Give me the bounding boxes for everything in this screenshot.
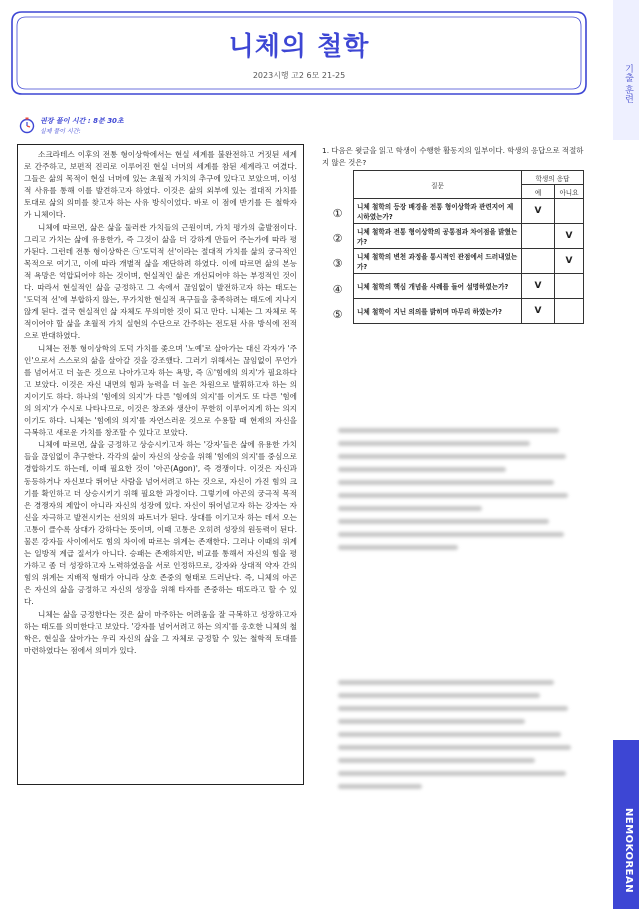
passage-paragraph-3: 니체는 전통 형이상학의 도덕 가치를 좇으며 '노예'로 살아가는 대신 각자가 '주인'으로서 스스로의 삶을 살아갈 것을 강조했다. 그러기 위해서는 끊임없이 무언가를 넘어서고 더 높은 것으로 나아가고자 하는 욕망, 즉 Ⓐ'힘에의 의지'가 필요하다고 보았다. 이것은 자신 내면의 힘과 능력을 더 높은 차원으로 발휘하고자 하는 의지이기도 하다. 하나의 '힘에의 의지'가 다른 '힘에의 의지'를 이겨도 또 다른 '힘에의 의지'가 수시로 나타나므로, 이것은 창조와 생산이 무한히 이루어지게 하는 의지이기도 하다. 니체는 '힘에의 의지'를 자연스러운 것으로 수용할 때 현재의 자신을 극복하고 새로운 가치를 창조할 수 있다고 보았다. <box>24 343 297 438</box>
row-yes <box>522 249 555 274</box>
side-label-bottom: NEMOKOREAN <box>623 808 634 894</box>
passage-paragraph-2: 니체에 따르면, 삶은 삶을 둘러싼 가치들의 근원이며, 가치 평가의 출발점이다. 그리고 가치는 삶에 유용한가, 즉 그것이 삶을 더 강하게 만들어 주는가에 따라 평가된다. 그런데 전통 형이상학은 ㉠'도덕적 선'이라는 절대적 가치를 삶의 궁극적인 목적으로 여기고, 이에 따라 개별적 삶을 재단하려 하였다. 이에 따르면 삶의 본능적 욕망은 억압되어야 하는 것이며, 현실적인 삶은 개선되어야 하는 부정적인 것이다. 따라서 현실적인 삶을 긍정하고 그 속에서 끊임없이 발전하고자 하는 태도는 '도덕적 선'에 부합하지 않는, 무가치한 현실적 욕구들을 충족하려는 태도에 지나지 않게 된다. 결국 현실적인 삶 자체도 무의미한 것이 되고 만다. 니체는 그 자체로 목적이어야 할 삶을 초월적 가치 실현의 수단으로 간주하는 전도된 사유 방식에 전적으로 반대하였다. <box>24 222 297 341</box>
reading-passage <box>17 144 304 785</box>
choice-number-4: ④ <box>332 283 343 296</box>
row-no <box>555 299 584 324</box>
actual-time: 실제 풀이 시간: <box>40 128 81 135</box>
row-no <box>555 199 584 224</box>
col-no-header: 아니요 <box>555 185 584 199</box>
row-question: 니체 철학과 전통 형이상학의 공통점과 차이점을 밝혔는가? <box>354 224 522 249</box>
blurred-question-3 <box>338 680 578 797</box>
row-no <box>555 274 584 299</box>
blurred-question-2 <box>338 428 578 558</box>
row-yes <box>522 224 555 249</box>
col-yes-header: 예 <box>522 185 555 199</box>
col-response-header: 학생의 응답 <box>522 171 584 185</box>
row-no: V <box>555 249 584 274</box>
row-question: 니체 철학의 변천 과정을 통시적인 관점에서 드러내었는가? <box>354 249 522 274</box>
question-prompt: 1. 다음은 윗글을 읽고 학생이 수행한 활동지의 일부이다. 학생의 응답으로 적절하지 않은 것은? <box>322 146 584 167</box>
row-no: V <box>555 224 584 249</box>
row-yes: V <box>522 274 555 299</box>
choice-number-3: ③ <box>332 257 343 270</box>
recommended-time: 권장 풀이 시간 : 8분 30초 <box>40 117 124 125</box>
passage-paragraph-4: 니체에 따르면, 삶을 긍정하고 상승시키고자 하는 '강자'들은 삶에 유용한 가치들을 끊임없이 추구한다. 각각의 삶이 자신의 상승을 위해 '힘에의 의지'를 중심으로 경합하기도 하는데, 이때 필요한 것이 '아곤(Agon)', 즉 경쟁이다. 이것은 자신과 동등하거나 자신보다 뛰어난 사람을 넘어서려고 하는 것으로, 자신이 가진 힘의 크기를 확인하고 더 상승시키기 위해 필요한 과정이다. 그렇기에 아곤의 궁극적 목적은 경쟁자의 제압이 아니라 자신의 성장에 있다. 자신이 뛰어넘고자 하는 강자는 자신을 자극하고 발전시키는 선의의 파트너가 된다. 상대를 이기고자 하는 데서 오는 고통이 클수록 상대가 강하다는 뜻이며, 이때 고통은 오히려 성장의 원동력이 된다. 물론 강자들 사이에서도 힘의 차이에 따르는 위계는 존재한다. 그러나 이때의 위계는 일방적 계급 질서가 아니다. 승패는 존재하지만, 비교를 통해서 자신의 힘을 평가하고 좀 더 성장하고자 노력하였음을 서로 인정하므로, 강자와 상대적 약자 간의 힘의 위계는 지배적 형태가 아니라 상호 존중의 형태로 드러난다. 즉, 니체의 아곤은 자신의 삶을 긍정하고 자신의 성장을 위해 타자를 존중하는 태도라고 할 수 있다. <box>24 440 297 607</box>
table-row <box>354 199 584 224</box>
col-question-header: 질문 <box>354 171 522 199</box>
choice-number-5: ⑤ <box>332 308 343 321</box>
response-table <box>353 170 584 324</box>
page-title: 니체의 철학 <box>228 32 370 62</box>
stopwatch-icon <box>18 116 36 134</box>
choice-number-1: ① <box>332 207 343 220</box>
side-label-top: 기출 훈련 <box>623 64 633 103</box>
row-question: 니체 철학의 등장 배경을 전통 형이상학과 관련지어 제시하였는가? <box>354 199 522 224</box>
table-row <box>354 299 584 324</box>
table-row <box>354 224 584 249</box>
passage-paragraph-5: 니체는 삶을 긍정한다는 것은 삶이 마주하는 어려움을 잘 극복하고 성장하고자 하는 태도를 의미한다고 보았다. '강자를 넘어서려고 하는 의지'를 옹호한 니체의 철학은, 현실을 살아가는 우리 자신의 삶을 그 자체로 긍정할 수 있는 철학적 토대를 마련하였다는 점에서 의미가 있다. <box>24 609 297 655</box>
page-subtitle: 2023시행 고2 6모 21-25 <box>252 71 346 80</box>
row-question: 니체 철학의 핵심 개념을 사례를 들어 설명하였는가? <box>354 274 522 299</box>
row-yes: V <box>522 299 555 324</box>
choice-number-2: ② <box>332 232 343 245</box>
table-row <box>354 249 584 274</box>
table-row <box>354 274 584 299</box>
passage-paragraph-1: 소크라테스 이후의 전통 형이상학에서는 현실 세계를 불완전하고 거짓된 세계로 간주하고, 보편적 진리로 이루어진 현실 너머의 세계를 참된 세계라고 여겼다. 그들은 삶의 목적이 현실 너머에 있는 초월적 가치의 추구에 있다고 보았으며, 이성적 사유를 통해 이를 발견하고자 하였다. 이것은 삶의 외부에 있는 절대적 가치를 토대로 삶의 의미를 찾고자 하는 사유 방식이었다. 바로 이 점에 반기를 든 철학자가 니체이다. <box>24 150 297 220</box>
row-question: 니체 철학이 지닌 의의를 밝히며 마무리 하였는가? <box>354 299 522 324</box>
row-yes: V <box>522 199 555 224</box>
